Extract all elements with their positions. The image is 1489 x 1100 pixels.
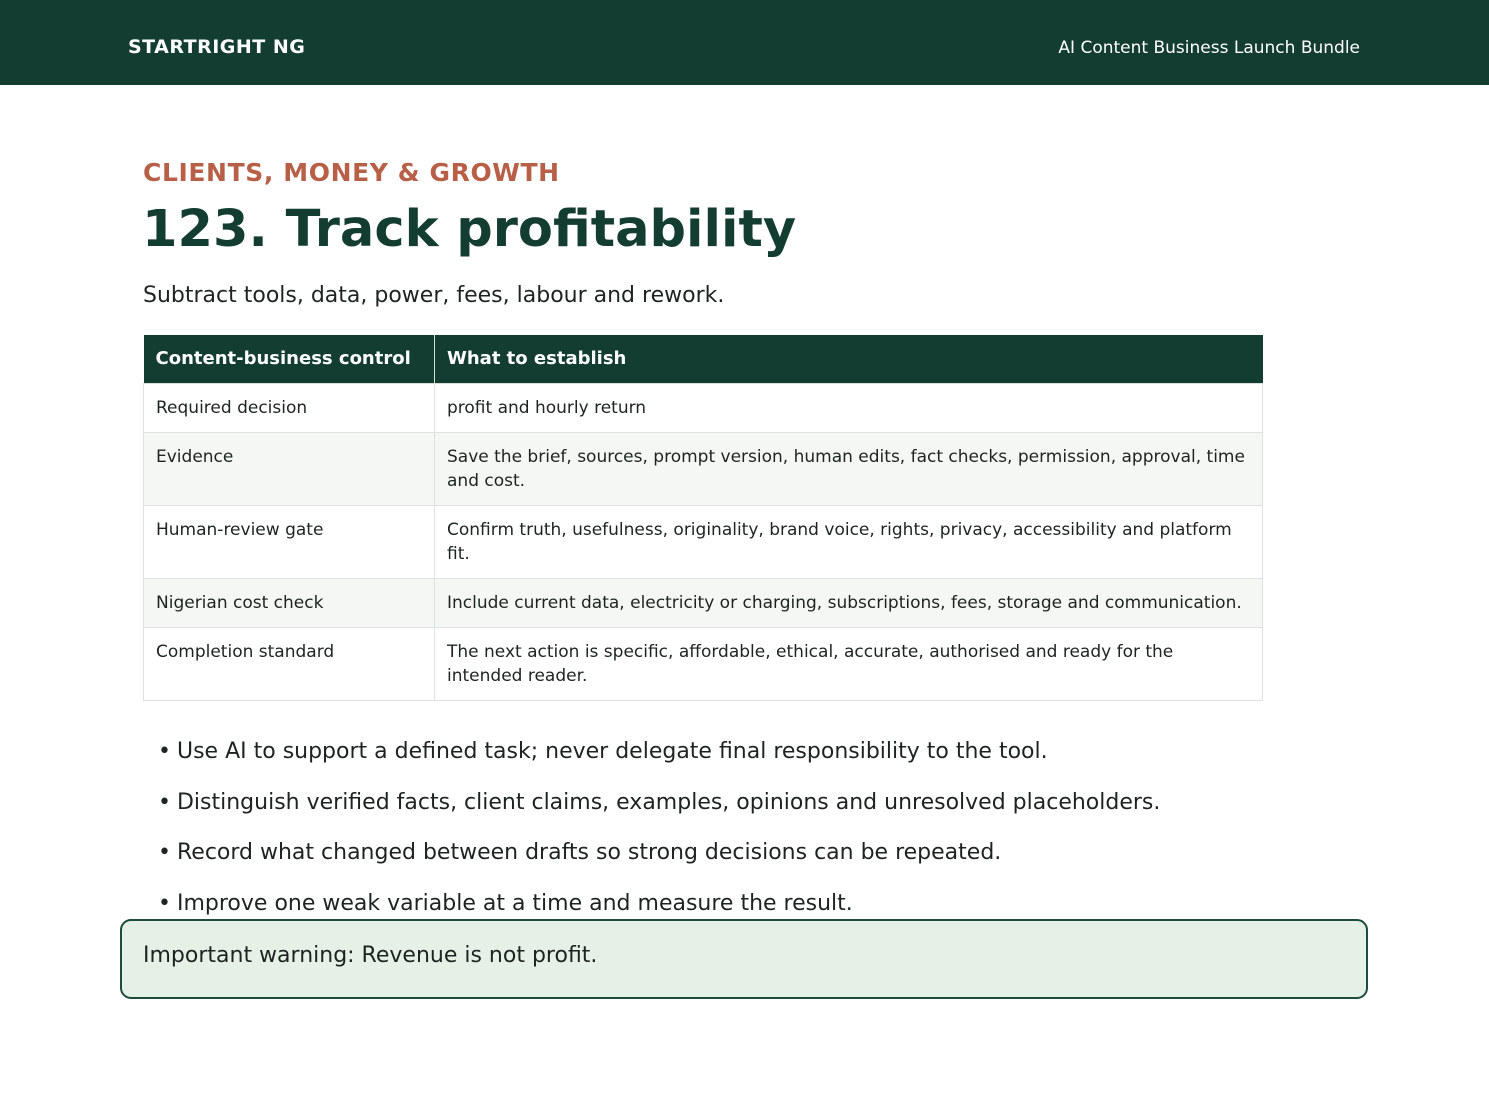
control-table [143, 335, 1263, 701]
list-item [158, 838, 1160, 889]
list-item-text: Record what changed between drafts so strong decisions can be repeated. [176, 840, 1002, 865]
guidance-list [158, 737, 1160, 939]
table-row [144, 627, 1263, 700]
table-cell-control: Completion standard [144, 627, 435, 700]
page-subtitle: Subtract tools, data, power, fees, labour and rework. [143, 283, 725, 308]
bullet-icon: • [158, 890, 171, 916]
page-title: 123. Track profitability [142, 200, 797, 259]
table-row [144, 505, 1263, 578]
table-cell-establish: Confirm truth, usefulness, originality, brand voice, rights, privacy, accessibility and platform fit. [435, 505, 1263, 578]
list-item-text: Use AI to support a defined task; never delegate final responsibility to the tool. [176, 739, 1048, 764]
table-cell-establish: Include current data, electricity or charging, subscriptions, fees, storage and communication. [435, 578, 1263, 627]
table-cell-control: Required decision [144, 383, 435, 432]
table-row [144, 383, 1263, 432]
table-cell-control: Human-review gate [144, 505, 435, 578]
table-row [144, 432, 1263, 505]
list-item [158, 788, 1160, 839]
table-cell-establish: The next action is specific, affordable, ethical, accurate, authorised and ready for the intended reader. [435, 627, 1263, 700]
bullet-icon: • [158, 739, 171, 764]
brand-name: STARTRIGHT NG [128, 36, 306, 58]
list-item [158, 737, 1160, 788]
table-cell-establish: Save the brief, sources, prompt version, human edits, fact checks, permission, approval, time and cost. [435, 432, 1263, 505]
warning-callout [120, 919, 1368, 999]
column-header-establish: What to establish [435, 335, 1263, 383]
page-header [0, 0, 1489, 85]
section-label: CLIENTS, MONEY & GROWTH [143, 158, 560, 187]
bundle-name: AI Content Business Launch Bundle [1058, 38, 1360, 58]
table-header-row [144, 335, 1263, 383]
bullet-icon: • [158, 789, 171, 815]
list-item-text: Distinguish verified facts, client claims, examples, opinions and unresolved placeholders. [176, 789, 1161, 815]
table-row [144, 578, 1263, 627]
table-cell-control: Nigerian cost check [144, 578, 435, 627]
list-item-text: Improve one weak variable at a time and measure the result. [176, 890, 853, 916]
column-header-control: Content-business control [144, 335, 435, 383]
table-cell-establish: profit and hourly return [435, 383, 1263, 432]
warning-text: Important warning: Revenue is not profit. [143, 943, 598, 968]
table-cell-control: Evidence [144, 432, 435, 505]
bullet-icon: • [158, 840, 171, 865]
